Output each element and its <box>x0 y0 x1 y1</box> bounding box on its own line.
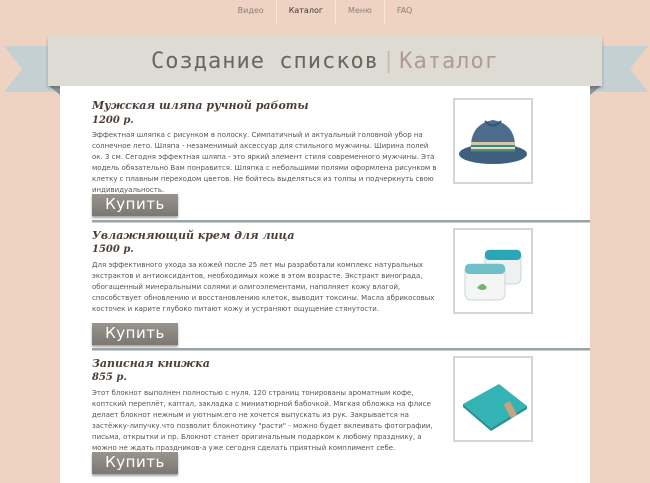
nav-item-catalog[interactable]: Каталог <box>276 0 335 24</box>
buy-button[interactable]: Купить <box>92 323 178 345</box>
section-title: Каталог <box>399 48 499 74</box>
page-title: Создание списков <box>151 48 379 74</box>
page-banner <box>48 36 602 86</box>
divider <box>92 220 590 223</box>
product-title[interactable]: Увлажняющий крем для лица <box>92 229 295 242</box>
product-price: 1200 р. <box>92 115 134 126</box>
nav-item-video[interactable]: Видео <box>237 6 264 15</box>
product-image-hat[interactable] <box>453 98 533 184</box>
buy-button[interactable]: Купить <box>92 452 178 474</box>
cream-jars-icon <box>455 230 531 312</box>
product-image-notebook[interactable] <box>453 356 533 442</box>
hat-icon <box>455 100 531 182</box>
product-title[interactable]: Мужская шляпа ручной работы <box>92 99 309 112</box>
nav-item-faq[interactable]: FAQ <box>384 0 425 24</box>
buy-button[interactable]: Купить <box>92 194 178 216</box>
product-price: 855 р. <box>92 372 127 383</box>
product-price: 1500 р. <box>92 244 134 255</box>
product-description: Эффектная шляпка с рисунком в полоску. Симпатичный и актуальный головной убор на солнечное лето. Шляпа - незаменимый аксессуар для стильного мужчины. Ширина полей ок. 3 см. Сегодня эффектная шляпа - это яркий элемент стиля современного мужчины. Эта модель обязательно Вам понравится. Шляпка с небольшими полями оформлена рисунком в клетку с плавным переходом цветов. Не бойтесь выделяться из толпы и подчеркнуть свою индивидуальность. <box>92 131 437 194</box>
top-nav <box>0 0 650 24</box>
divider <box>92 348 590 351</box>
title-separator: | <box>381 48 397 74</box>
product-description: Для эффективного ухода за кожей после 25 лет мы разработали комплекс натуральных экстрактов и антиоксидантов, необходимых коже в этом возрасте. Экстракт винограда, обогащенный минеральными солями и олигоэлементами, наполняет кожу влагой, способствует обновлению и восстановлению клеток, выводит токсины. Масла абрикосовых косточек и карите глубоко питают кожу и устраняют ощущение стянутости. <box>92 261 435 313</box>
product-title[interactable]: Записная книжка <box>92 357 210 370</box>
catalog-list <box>60 86 590 483</box>
product-description: Этот блокнот выполнен полностью с нуля. 120 страниц тонированы ароматным кофе, коптский переплёт, каптал, закладка с миниатюрной бабочкой. Мягкая обложка на флисе делает блокнот нежным и уютным.его не хочется выпускать из рук. Закрывается на застёжку-липучку.что позволит блокнотику "расти" - можно будет вклеивать фотографии, письма, открытки и пр. Блокнот станет оригинальным подарком к любому празднику, а можно не ждать праздников-а уже сегодня сделать приятный комплимент себе. <box>92 389 433 452</box>
product-image-cream[interactable] <box>453 228 533 314</box>
nav-item-menu[interactable]: Меню <box>335 0 384 24</box>
notebook-icon <box>455 358 531 440</box>
